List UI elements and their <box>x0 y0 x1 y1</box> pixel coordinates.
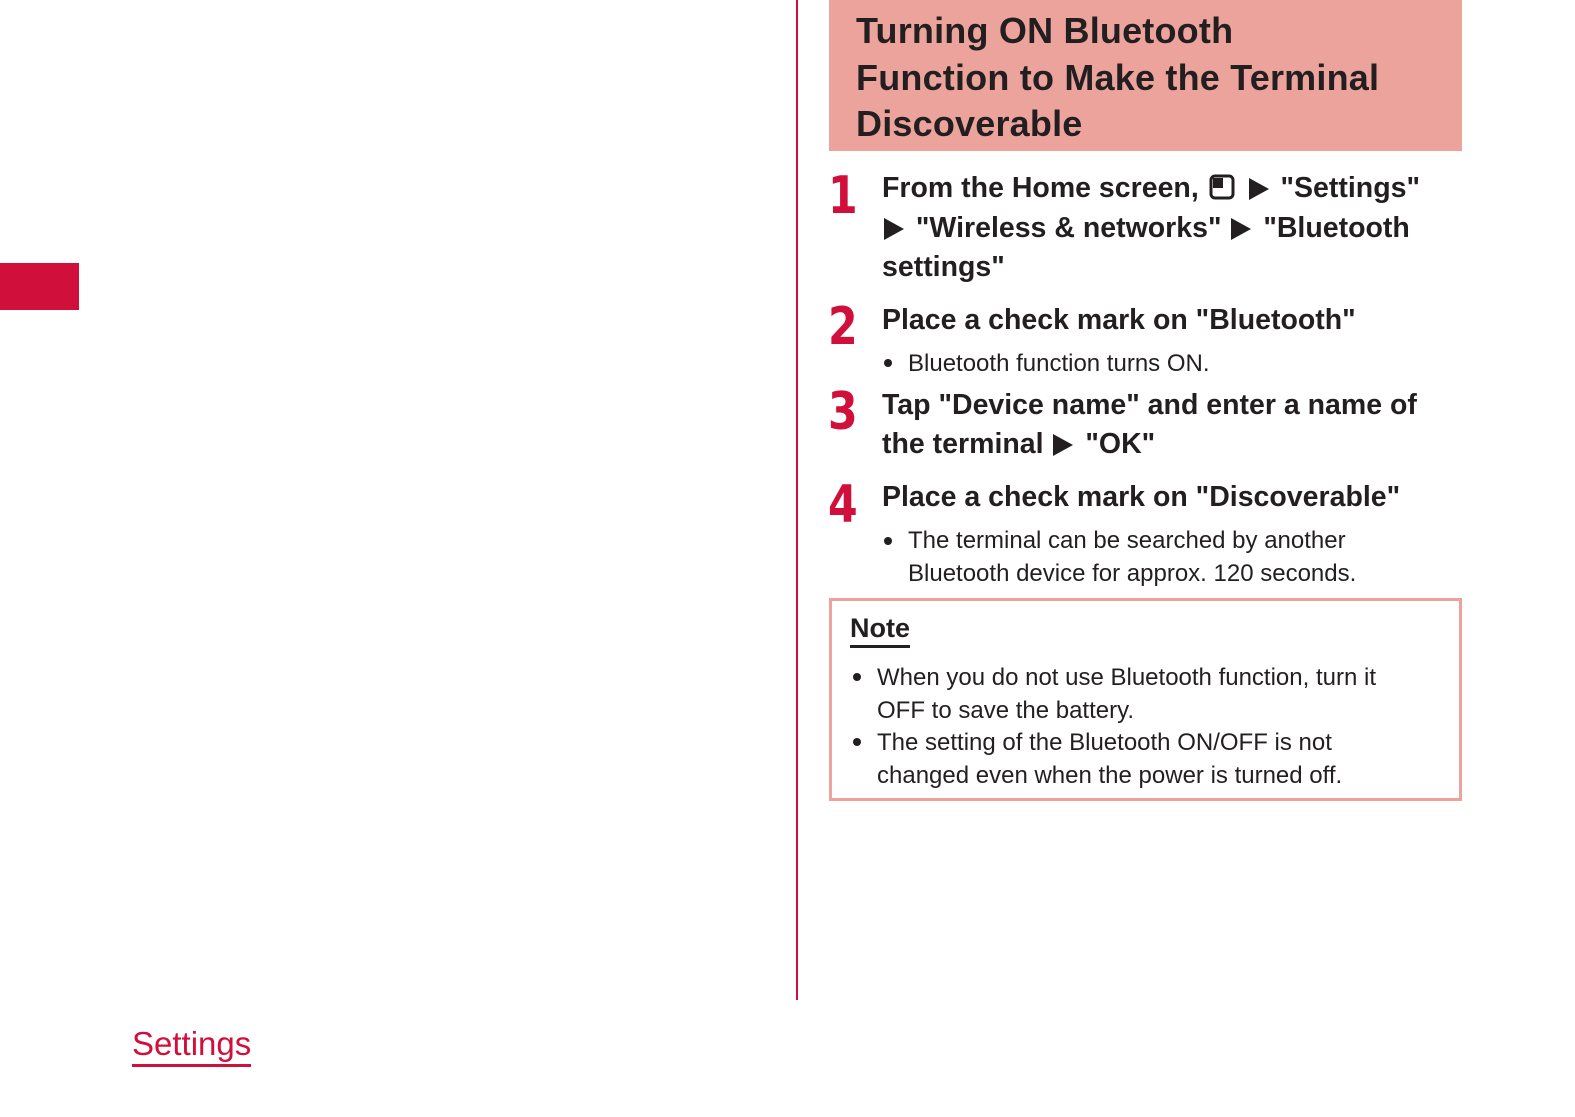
step-number-2: 2 <box>828 297 858 357</box>
step-number-1: 1 <box>828 166 858 226</box>
step-text: "Wireless & networks" <box>915 212 1222 244</box>
note-item-2-line: The setting of the Bluetooth ON/OFF is not <box>877 729 1332 756</box>
step-3-line-1: Tap "Device name" and enter a name of <box>882 389 1417 421</box>
step-text: "OK" <box>1085 428 1156 460</box>
note-item-1-line: When you do not use Bluetooth function, turn it <box>877 664 1376 691</box>
column-divider <box>796 0 798 1000</box>
arrow-right-icon <box>884 218 904 240</box>
note-item-1-line: OFF to save the battery. <box>877 697 1134 724</box>
step-text: From the Home screen, <box>882 172 1199 204</box>
section-heading <box>829 0 1462 151</box>
step-1-line-3: settings" <box>882 251 1005 283</box>
step-number-4: 4 <box>828 475 858 535</box>
bullet-icon <box>884 537 892 545</box>
bullet-icon <box>853 738 861 746</box>
note-item-2-line: changed even when the power is turned off. <box>877 762 1343 789</box>
step-3-line-2 <box>882 424 1155 464</box>
section-footer-label: Settings <box>132 1024 251 1067</box>
bullet-icon <box>853 673 861 681</box>
heading-line: Discoverable <box>856 103 1083 144</box>
heading-line: Turning ON Bluetooth <box>856 10 1234 51</box>
note-title: Note <box>850 611 910 648</box>
heading-line: Function to Make the Terminal <box>856 56 1380 98</box>
step-2-text: Place a check mark on "Bluetooth" <box>882 304 1356 336</box>
step-number-3: 3 <box>828 382 858 442</box>
step-text: "Settings" <box>1280 172 1420 204</box>
step-text: the terminal <box>882 428 1044 460</box>
arrow-right-icon <box>1249 178 1269 200</box>
step-4-bullet-line: Bluetooth device for approx. 120 seconds. <box>908 560 1357 587</box>
chapter-index-tab <box>0 263 79 310</box>
step-1-line-2 <box>882 208 1410 248</box>
step-2-bullet: Bluetooth function turns ON. <box>908 350 1210 377</box>
step-1-line-1 <box>882 168 1420 208</box>
arrow-right-icon <box>1231 218 1251 240</box>
home-apps-key-icon <box>1209 171 1235 197</box>
bullet-icon <box>884 359 892 367</box>
step-4-text: Place a check mark on "Discoverable" <box>882 481 1401 513</box>
step-text: "Bluetooth <box>1263 212 1410 244</box>
arrow-right-icon <box>1053 434 1073 456</box>
step-4-bullet-line: The terminal can be searched by another <box>908 527 1346 554</box>
